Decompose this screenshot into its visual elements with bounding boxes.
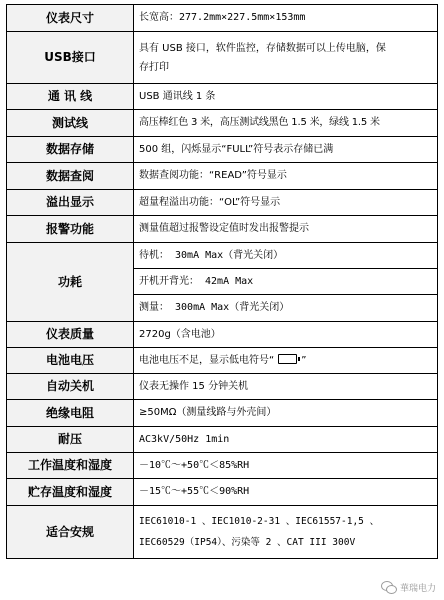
row-label: 测试线 [7,110,134,137]
value-line: 开机开背光： 42mA Max [139,275,254,287]
row-value [134,400,438,427]
row-value [134,427,438,453]
row-value [134,374,438,400]
value-line: ≥50MΩ（测量线路与外壳间） [139,407,277,418]
value-line: 电池电压不足，显示低电符号“ [139,354,275,366]
row-value [134,348,438,374]
row-value [134,453,438,479]
table-row [7,506,438,559]
value-line: 数据查阅功能：“READ”符号显示 [139,170,287,181]
value-line: 存打印 [139,61,169,73]
row-label: 功耗 [7,243,134,322]
row-label: 报警功能 [7,216,134,243]
row-label: 通 讯 线 [7,84,134,110]
value-line: 500 组，闪烁显示“FULL”符号表示存储已满 [139,143,334,155]
row-value [134,84,438,110]
row-label: 绝缘电阻 [7,400,134,427]
table-row [7,137,438,163]
table-row [7,216,438,243]
value-line: 待机： 30mA Max（背光关闭） [139,249,284,261]
value-line: 长宽高：277.2mm×227.5mm×153mm [139,12,306,23]
row-label: 适合安规 [7,506,134,559]
row-value [134,506,438,559]
table-row [7,348,438,374]
table-row [7,374,438,400]
row-value [134,216,438,243]
value-line: －15℃～+55℃＜90%RH [139,486,250,497]
value-line: 超量程溢出功能：“OL”符号显示 [139,196,281,208]
row-label: 耐压 [7,427,134,453]
table-row [7,479,438,506]
row-label: 贮存温度和湿度 [7,479,134,506]
value-line: 高压棒红色 3 米，高压测试线黑色 1.5 米，绿线 1.5 米 [139,117,380,128]
value-line: 2720g（含电池） [139,328,221,340]
watermark-text: 華瑞电力 [399,584,436,594]
table-row [7,5,438,32]
row-value [134,322,438,348]
row-label: USB接口 [7,32,134,84]
row-label: 自动关机 [7,374,134,400]
value-line: －10℃～+50℃＜85%RH [139,459,250,471]
row-value [134,295,438,322]
row-label: 数据存储 [7,137,134,163]
value-line: 测量值超过报警设定值时发出报警提示 [139,223,309,234]
table-row [7,322,438,348]
table-row [7,400,438,427]
row-label: 仪表尺寸 [7,5,134,32]
row-value [134,5,438,32]
row-value [134,190,438,216]
table-row [7,110,438,137]
watermark [381,581,436,594]
value-line: ” [301,354,307,366]
table-row [7,190,438,216]
value-line: USB 通讯线 1 条 [139,90,216,102]
table-row [7,427,438,453]
row-value [134,137,438,163]
value-line: 测量： 300mA Max（背光关闭） [139,302,290,313]
row-value [134,243,438,269]
row-value [134,32,438,84]
chat-bubbles-icon [381,581,396,594]
table-row [7,163,438,190]
row-value [134,269,438,295]
row-label: 仪表质量 [7,322,134,348]
row-label: 电池电压 [7,348,134,374]
spec-table [6,4,438,559]
value-line: IEC61010-1 、IEC1010-2-31 、IEC61557-1,5 、 [139,516,380,527]
row-label: 数据查阅 [7,163,134,190]
row-label: 工作温度和湿度 [7,453,134,479]
table-row [7,84,438,110]
row-label: 溢出显示 [7,190,134,216]
value-line: 具有 USB 接口，软件监控，存储数据可以上传电脑，保 [139,42,386,54]
table-row [7,453,438,479]
low-battery-icon [278,354,297,364]
value-line: AC3kV/50Hz 1min [139,433,230,445]
row-value [134,479,438,506]
table-row [7,243,438,269]
table-row [7,32,438,84]
value-line: IEC60529（IP54）、污染等 2 、CAT III 300V [139,537,356,548]
value-line: 仪表无操作 15 分钟关机 [139,380,249,392]
row-value [134,163,438,190]
row-value [134,110,438,137]
